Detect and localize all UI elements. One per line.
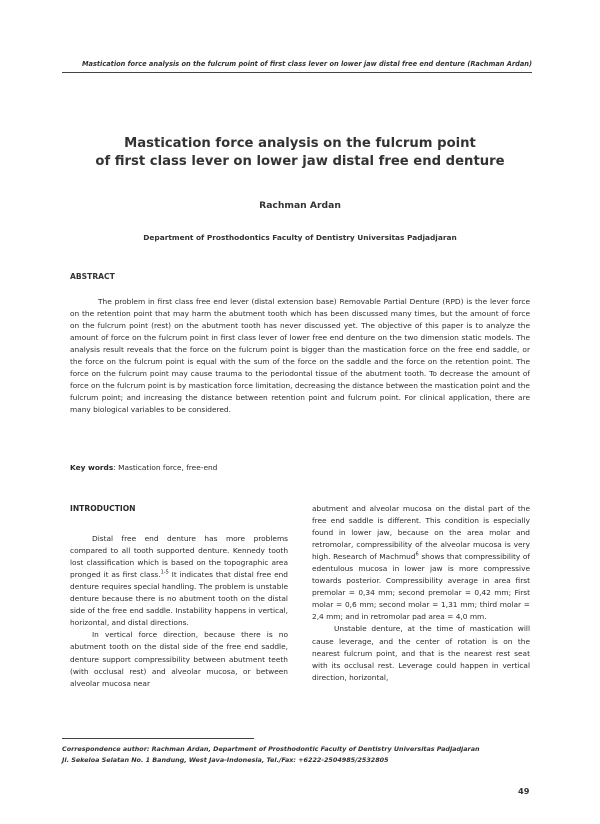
abstract-body: The problem in first class free end lever (distal extension base) Removable Partial Denture (RPD) is the lever force on the retention point that may harm the abutment tooth which has been discussed many times, but the amount of force on the fulcrum point (rest) on the abutment tooth has never discussed yet. The objective of this paper is to analyze the amount of force on the fulcrum point in first class lever of lower free end denture on the two dimension static models. The analysis result reveals that the force on the fulcrum point is bigger than the mastication force on the free end saddle, or the force on the fulcrum point is equal with the sum of the force on the saddle and the force on the retention point. The force on the fulcrum point may cause trauma to the periodontal tissue of the abutment tooth. To decrease the amount of force on the fulcrum point is by mastication force limitation, decreasing the distance between the mastication point and the fulcrum point; and increasing the distance between retention point and fulcrum point. For clinical application, there are many biological variables to be considered. [70, 297, 530, 415]
left-column [70, 503, 288, 690]
citation-6: 6 [415, 551, 419, 558]
intro-paragraph-3 [312, 503, 530, 623]
keywords [70, 463, 217, 472]
footnote-rule [62, 738, 254, 739]
title-line-1: Mastication force analysis on the fulcrum point [124, 136, 476, 151]
footnote-line-2: Jl. Sekeloa Selatan No. 1 Bandung, West Java-Indonesia, Tel./Fax: +6222-2504985/2532805 [62, 755, 389, 764]
right-column [312, 503, 530, 684]
paper-title [62, 135, 538, 171]
affiliation: Department of Prosthodontics Faculty of Dentistry Universitas Padjadjaran [143, 233, 457, 242]
page-number: 49 [518, 786, 530, 796]
running-header: Mastication force analysis on the fulcrum point of first class lever on lower jaw distal free end denture (Rachman Ardan) [81, 60, 532, 68]
footnote-line-1: Correspondence author: Rachman Ardan, Department of Prosthodontic Faculty of Dentistry Universitas Padjadjaran [62, 745, 480, 753]
intro-paragraph-2: In vertical force direction, because there is no abutment tooth on the distal side of the free end saddle, denture support compressibility between abutment teeth (with occlusal rest) and alveolar mucosa, or between alveolar mucosa near [70, 630, 288, 688]
correspondence-footnote [62, 744, 538, 765]
author-name: Rachman Ardan [259, 200, 341, 211]
intro-para3-start: abutment and alveolar mucosa on the distal part of the free end saddle is different. This condition is especially found in lower jaw, because on the area molar and retromolar, compressibility of the alveolar mucosa is very high. Research of Machmud [312, 504, 530, 562]
keywords-label: Key words [70, 463, 114, 472]
introduction-heading: INTRODUCTION [70, 504, 136, 513]
abstract-heading: ABSTRACT [70, 272, 115, 281]
intro-paragraph-1 [70, 533, 288, 629]
header-rule [62, 72, 532, 73]
citation-1-5: 1-5 [160, 569, 169, 576]
keywords-value: : Mastication force, free-end [113, 463, 218, 472]
intro-para1-cont: It indicates that distal free end denture requires special handling. The problem is unstable denture because there is no abutment tooth on the distal side of the free end saddle. Instability happens in vertical, horizontal, and distal directions. [70, 570, 288, 628]
intro-para1-text: Distal free end denture has more problems compared to all tooth supported denture. Kennedy tooth lost classification which is based on the topographic area pronged it as first class. [70, 534, 288, 580]
title-line-2: of first class lever on lower jaw distal free end denture [95, 154, 505, 169]
intro-paragraph-4: Unstable denture, at the time of mastication will cause leverage, and the center of rotation is on the nearest fulcrum point, and that is the nearest rest seat with its occlusal rest. Leverage could happen in vertical direction, horizontal, [312, 624, 530, 682]
intro-para3-end: shows that compressibility of edentulous mucosa in lower jaw is more compressive towards posterior. Compressibility average in area first premolar = 0,34 mm; second premolar = 0,42 mm; First molar = 0,6 mm; second molar = 1,31 mm; third molar = 2,4 mm; and in retromolar pad area = 4,0 mm. [312, 552, 530, 622]
